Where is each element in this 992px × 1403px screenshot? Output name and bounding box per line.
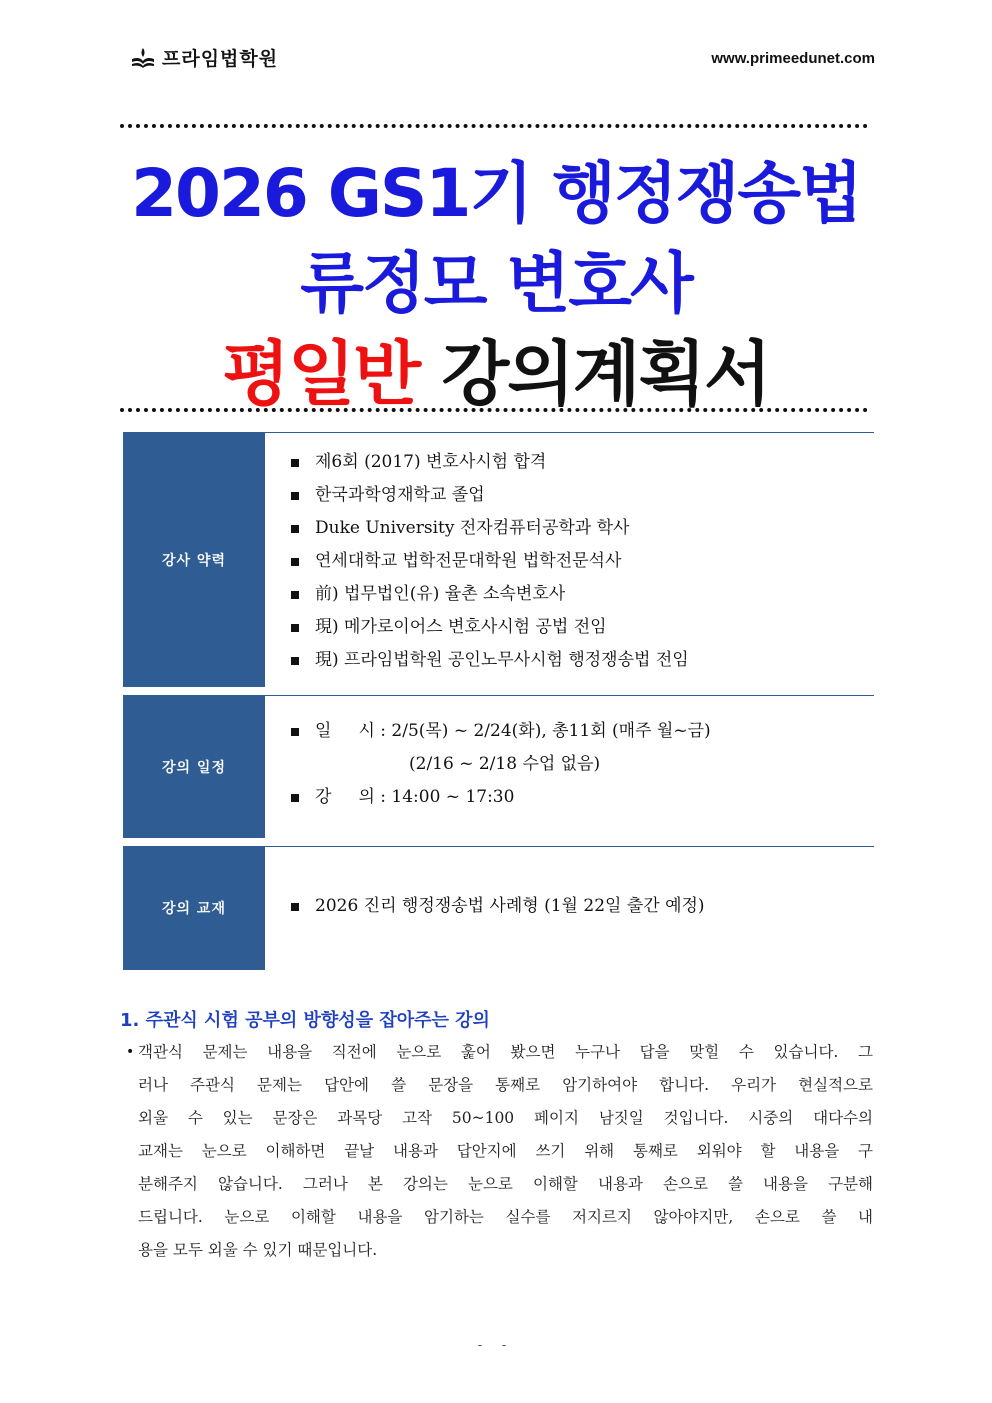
site-url[interactable]: www.primeedunet.com xyxy=(711,50,875,67)
schedule-note: (2/16 ~ 2/18 수업 없음) xyxy=(409,754,601,774)
title-lecture-plan: 강의계획서 xyxy=(441,333,770,415)
schedule-list xyxy=(291,715,874,814)
block-top-border xyxy=(265,695,874,696)
brand-name: 프라임법학원 xyxy=(162,48,279,70)
list-item-continuation xyxy=(291,748,874,781)
square-bullet-icon xyxy=(291,459,299,467)
square-bullet-icon xyxy=(291,624,299,632)
list-item-text: 제6회 (2017) 변호사시험 합격 xyxy=(315,452,547,472)
title-course: 2026 GS1기 행정쟁송법 xyxy=(131,155,861,232)
title-lecturer: 류정모 변호사 xyxy=(300,245,692,322)
paragraph-line: 외울 수 있는 문장은 과목당 고작 50~100 페이지 남짓일 것입니다. 시중의 대다수의 xyxy=(138,1109,873,1127)
square-bullet-icon xyxy=(291,657,299,665)
paragraph-bullet-icon: • xyxy=(126,1044,135,1060)
paragraph-line: 러나 주관식 문제는 답안에 쓸 문장을 통째로 암기하여야 합니다. 우리가 현실적으로 xyxy=(138,1076,873,1094)
square-bullet-icon xyxy=(291,558,299,566)
page-header xyxy=(130,44,875,78)
schedule-label: 강의 일정 xyxy=(123,695,265,838)
list-item xyxy=(291,611,874,644)
brand xyxy=(130,44,278,71)
paragraph-line: 교재는 눈으로 이해하면 끝날 내용과 답안지에 쓰기 위해 통째로 외워야 할 내용을 구 xyxy=(138,1142,873,1160)
list-item xyxy=(291,890,874,923)
square-bullet-icon xyxy=(291,492,299,500)
paragraph-line: 용을 모두 외울 수 있기 때문입니다. xyxy=(138,1241,378,1259)
list-item-text: Duke University 전자컴퓨터공학과 학사 xyxy=(315,518,630,538)
block-top-border xyxy=(265,432,874,433)
list-item-text: 前) 법무법인(유) 율촌 소속변호사 xyxy=(315,584,566,604)
list-item-text: 現) 프라임법학원 공인노무사시험 행정쟁송법 전임 xyxy=(315,650,689,670)
square-bullet-icon xyxy=(291,728,299,736)
paragraph-line: 드립니다. 눈으로 이해할 내용을 암기하는 실수를 저지르지 않아야지만, 손으로 쓸 내 xyxy=(138,1208,873,1226)
schedule-dates: 일 시 : 2/5(목) ~ 2/24(화), 총11회 (매주 월~금) xyxy=(315,721,711,741)
square-bullet-icon xyxy=(291,591,299,599)
schedule-block xyxy=(123,695,874,838)
textbook-title: 2026 진리 행정쟁송법 사례형 (1월 22일 출간 예정) xyxy=(315,896,705,916)
list-item xyxy=(291,644,874,677)
square-bullet-icon xyxy=(291,794,299,802)
textbook-list xyxy=(291,890,874,923)
list-item xyxy=(291,781,874,814)
textbook-block xyxy=(123,846,874,970)
list-item xyxy=(291,446,874,479)
list-item xyxy=(291,545,874,578)
list-item xyxy=(291,479,874,512)
list-item-text: 現) 메가로이어스 변호사시험 공법 전임 xyxy=(315,617,607,637)
dotted-divider-top xyxy=(120,124,868,128)
title-weekday-class: 평일반 xyxy=(222,333,420,415)
textbook-label: 강의 교재 xyxy=(123,846,265,970)
block-top-border xyxy=(265,846,874,847)
instructor-profile-label: 강사 약력 xyxy=(123,432,265,687)
book-logo-icon xyxy=(130,45,156,71)
paragraph-line: 객관식 문제는 내용을 직전에 눈으로 훑어 봤으면 누구나 답을 맞힐 수 있습니다. 그 xyxy=(138,1043,873,1061)
instructor-profile-block xyxy=(123,432,874,687)
list-item xyxy=(291,512,874,545)
title-plan xyxy=(0,318,992,419)
list-item-text: 한국과학영재학교 졸업 xyxy=(315,485,485,505)
section-heading: 1. 주관식 시험 공부의 방향성을 잡아주는 강의 xyxy=(120,1010,490,1031)
list-item xyxy=(291,715,874,748)
page-number: - - xyxy=(477,1338,515,1352)
instructor-profile-list xyxy=(291,446,874,677)
dotted-divider-bottom xyxy=(120,408,868,412)
schedule-time: 강 의 : 14:00 ~ 17:30 xyxy=(315,787,515,807)
list-item-text: 연세대학교 법학전문대학원 법학전문석사 xyxy=(315,551,622,571)
paragraph-line: 분해주지 않습니다. 그러나 본 강의는 눈으로 이해할 내용과 손으로 쓸 내용을 구분해 xyxy=(138,1175,873,1193)
square-bullet-icon xyxy=(291,903,299,911)
square-bullet-icon xyxy=(291,525,299,533)
list-item xyxy=(291,578,874,611)
